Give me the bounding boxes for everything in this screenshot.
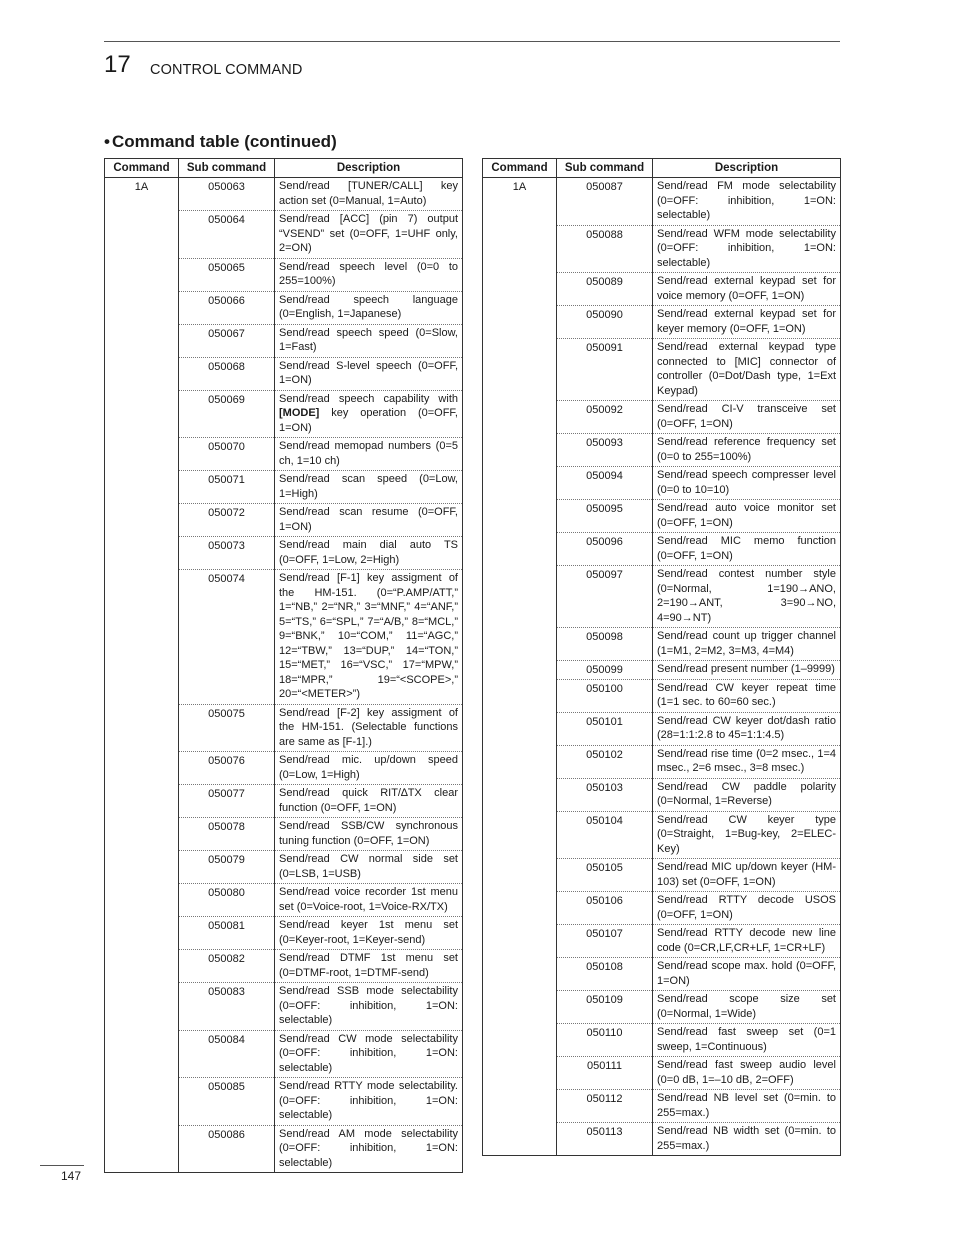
description-cell: Send/read NB level set (0=min. to 255=max.) bbox=[653, 1090, 841, 1123]
description-cell: Send/read fast sweep audio level (0=0 dB, 1=–10 dB, 2=OFF) bbox=[653, 1057, 841, 1090]
sub-command-cell: 050076 bbox=[179, 752, 275, 785]
sub-command-cell: 050112 bbox=[557, 1090, 653, 1123]
filler-cell bbox=[557, 1155, 653, 1156]
filler-cell bbox=[179, 1172, 275, 1173]
sub-command-cell: 050100 bbox=[557, 679, 653, 712]
description-cell: Send/read external keypad set for keyer memory (0=OFF, 1=ON) bbox=[653, 306, 841, 339]
chapter-number: 17 bbox=[104, 51, 131, 78]
sub-command-cell: 050075 bbox=[179, 704, 275, 752]
column-header-sub-command: Sub command bbox=[557, 159, 653, 178]
description-cell: Send/read keyer 1st menu set (0=Keyer-root, 1=Keyer-send) bbox=[275, 917, 463, 950]
description-cell: Send/read speech language (0=English, 1=Japanese) bbox=[275, 291, 463, 324]
sub-command-cell: 050101 bbox=[557, 712, 653, 745]
description-cell: Send/read DTMF 1st menu set (0=DTMF-root, 1=DTMF-send) bbox=[275, 950, 463, 983]
description-cell: Send/read fast sweep set (0=1 sweep, 1=Continuous) bbox=[653, 1024, 841, 1057]
sub-command-cell: 050077 bbox=[179, 785, 275, 818]
section-title bbox=[104, 132, 337, 152]
description-cell: Send/read contest number style (0=Normal, 1=190→ANO, 2=190→ANT, 3=90→NO, 4=90→NT) bbox=[653, 566, 841, 628]
description-cell: Send/read CW paddle polarity (0=Normal, 1=Reverse) bbox=[653, 778, 841, 811]
description-cell: Send/read SSB/CW synchronous tuning function (0=OFF, 1=ON) bbox=[275, 818, 463, 851]
description-cell: Send/read MIC up/down keyer (HM-103) set (0=OFF, 1=ON) bbox=[653, 859, 841, 892]
sub-command-cell: 050113 bbox=[557, 1123, 653, 1156]
description-key-label: [MODE] bbox=[279, 407, 320, 419]
description-cell: Send/read WFM mode selectability (0=OFF: inhibition, 1=ON: selectable) bbox=[653, 225, 841, 273]
sub-command-cell: 050089 bbox=[557, 273, 653, 306]
column-header-command: Command bbox=[105, 159, 179, 178]
description-cell: Send/read CW keyer type (0=Straight, 1=Bug-key, 2=ELEC-Key) bbox=[653, 811, 841, 859]
sub-command-cell: 050086 bbox=[179, 1125, 275, 1172]
description-cell: Send/read CW keyer repeat time (1=1 sec. to 60=60 sec.) bbox=[653, 679, 841, 712]
description-cell: Send/read rise time (0=2 msec., 1=4 msec., 2=6 msec., 3=8 msec.) bbox=[653, 745, 841, 778]
command-table-left bbox=[104, 158, 463, 1173]
column-header-description: Description bbox=[275, 159, 463, 178]
description-cell: Send/read reference frequency set (0=0 to 255=100%) bbox=[653, 434, 841, 467]
description-cell: Send/read external keypad type connected to [MIC] connector of controller (0=Dot/Dash type, 1=Ext Keypad) bbox=[653, 339, 841, 401]
description-cell: Send/read scan speed (0=Low, 1=High) bbox=[275, 471, 463, 504]
sub-command-cell: 050088 bbox=[557, 225, 653, 273]
sub-command-cell: 050096 bbox=[557, 533, 653, 566]
sub-command-cell: 050095 bbox=[557, 500, 653, 533]
description-cell: Send/read voice recorder 1st menu set (0=Voice-root, 1=Voice-RX/TX) bbox=[275, 884, 463, 917]
sub-command-cell: 050082 bbox=[179, 950, 275, 983]
section-bullet: • bbox=[104, 132, 110, 151]
description-cell: Send/read [TUNER/CALL] key action set (0=Manual, 1=Auto) bbox=[275, 178, 463, 211]
column-header-command: Command bbox=[483, 159, 557, 178]
sub-command-cell: 050090 bbox=[557, 306, 653, 339]
sub-command-cell: 050097 bbox=[557, 566, 653, 628]
description-cell: Send/read FM mode selectability (0=OFF: inhibition, 1=ON: selectable) bbox=[653, 178, 841, 226]
sub-command-cell: 050081 bbox=[179, 917, 275, 950]
description-text: key operation (0=OFF, 1=ON) bbox=[279, 407, 458, 434]
description-cell: Send/read CW normal side set (0=LSB, 1=USB) bbox=[275, 851, 463, 884]
sub-command-cell: 050064 bbox=[179, 211, 275, 259]
description-cell: Send/read [F-2] key assigment of the HM-151. (Selectable functions are same as [F-1].) bbox=[275, 704, 463, 752]
description-cell: Send/read present number (1–9999) bbox=[653, 661, 841, 680]
sub-command-cell: 050069 bbox=[179, 390, 275, 438]
description-cell: Send/read MIC memo function (0=OFF, 1=ON) bbox=[653, 533, 841, 566]
description-cell: Send/read CI-V transceive set (0=OFF, 1=ON) bbox=[653, 401, 841, 434]
sub-command-cell: 050103 bbox=[557, 778, 653, 811]
description-cell: Send/read SSB mode selectability (0=OFF: inhibition, 1=ON: selectable) bbox=[275, 983, 463, 1031]
sub-command-cell: 050073 bbox=[179, 537, 275, 570]
table-header-row bbox=[483, 159, 841, 178]
sub-command-cell: 050111 bbox=[557, 1057, 653, 1090]
sub-command-cell: 050078 bbox=[179, 818, 275, 851]
description-cell bbox=[275, 390, 463, 438]
sub-command-cell: 050085 bbox=[179, 1078, 275, 1126]
description-cell: Send/read speech level (0=0 to 255=100%) bbox=[275, 258, 463, 291]
command-cell: 1A bbox=[105, 178, 179, 1173]
sub-command-cell: 050110 bbox=[557, 1024, 653, 1057]
sub-command-cell: 050102 bbox=[557, 745, 653, 778]
command-cell: 1A bbox=[483, 178, 557, 1156]
description-cell: Send/read mic. up/down speed (0=Low, 1=High) bbox=[275, 752, 463, 785]
bottom-rule bbox=[40, 1165, 84, 1166]
description-cell: Send/read count up trigger channel (1=M1, 2=M2, 3=M3, 4=M4) bbox=[653, 628, 841, 661]
top-rule bbox=[104, 41, 840, 42]
description-cell: Send/read NB width set (0=min. to 255=max.) bbox=[653, 1123, 841, 1156]
command-table-right bbox=[482, 158, 841, 1156]
filler-cell bbox=[275, 1172, 463, 1173]
sub-command-cell: 050084 bbox=[179, 1030, 275, 1078]
sub-command-cell: 050109 bbox=[557, 991, 653, 1024]
description-cell: Send/read speech speed (0=Slow, 1=Fast) bbox=[275, 324, 463, 357]
sub-command-cell: 050108 bbox=[557, 958, 653, 991]
column-header-sub-command: Sub command bbox=[179, 159, 275, 178]
sub-command-cell: 050063 bbox=[179, 178, 275, 211]
description-cell: Send/read RTTY decode USOS (0=OFF, 1=ON) bbox=[653, 892, 841, 925]
description-cell: Send/read external keypad set for voice memory (0=OFF, 1=ON) bbox=[653, 273, 841, 306]
sub-command-cell: 050071 bbox=[179, 471, 275, 504]
description-cell: Send/read CW keyer dot/dash ratio (28=1:1:2.8 to 45=1:1:4.5) bbox=[653, 712, 841, 745]
description-cell: Send/read RTTY mode selectability. (0=OFF: inhibition, 1=ON: selectable) bbox=[275, 1078, 463, 1126]
description-cell: Send/read scope max. hold (0=OFF, 1=ON) bbox=[653, 958, 841, 991]
sub-command-cell: 050092 bbox=[557, 401, 653, 434]
filler-cell bbox=[653, 1155, 841, 1156]
sub-command-cell: 050087 bbox=[557, 178, 653, 226]
table-row bbox=[483, 178, 841, 226]
description-cell: Send/read speech compresser level (0=0 to 10=10) bbox=[653, 467, 841, 500]
sub-command-cell: 050080 bbox=[179, 884, 275, 917]
description-cell: Send/read S-level speech (0=OFF, 1=ON) bbox=[275, 357, 463, 390]
sub-command-cell: 050105 bbox=[557, 859, 653, 892]
sub-command-cell: 050107 bbox=[557, 925, 653, 958]
sub-command-cell: 050099 bbox=[557, 661, 653, 680]
description-cell: Send/read main dial auto TS (0=OFF, 1=Low, 2=High) bbox=[275, 537, 463, 570]
table-body bbox=[105, 178, 463, 1173]
column-header-description: Description bbox=[653, 159, 841, 178]
sub-command-cell: 050079 bbox=[179, 851, 275, 884]
sub-command-cell: 050091 bbox=[557, 339, 653, 401]
sub-command-cell: 050106 bbox=[557, 892, 653, 925]
description-cell: Send/read CW mode selectability (0=OFF: inhibition, 1=ON: selectable) bbox=[275, 1030, 463, 1078]
description-cell: Send/read memopad numbers (0=5 ch, 1=10 ch) bbox=[275, 438, 463, 471]
description-cell: Send/read quick RIT/∆TX clear function (0=OFF, 1=ON) bbox=[275, 785, 463, 818]
sub-command-cell: 050074 bbox=[179, 570, 275, 705]
sub-command-cell: 050094 bbox=[557, 467, 653, 500]
section-title-text: Command table (continued) bbox=[111, 132, 337, 151]
sub-command-cell: 050067 bbox=[179, 324, 275, 357]
description-cell: Send/read scope size set (0=Normal, 1=Wide) bbox=[653, 991, 841, 1024]
sub-command-cell: 050083 bbox=[179, 983, 275, 1031]
sub-command-cell: 050066 bbox=[179, 291, 275, 324]
sub-command-cell: 050068 bbox=[179, 357, 275, 390]
chapter-title: CONTROL COMMAND bbox=[150, 62, 303, 78]
sub-command-cell: 050093 bbox=[557, 434, 653, 467]
sub-command-cell: 050065 bbox=[179, 258, 275, 291]
table-body bbox=[483, 178, 841, 1156]
description-cell: Send/read [F-1] key assigment of the HM-151. (0=“P.AMP/ATT,” 1=“NB,” 2=“NR,” 3=“MNF,” 4=“ANF,” 5=“TS,” 6=“SPL,” 7=“A/B,” 8=“MCL,” 9=“BNK,” 10=“COM,” 11=“AGC,” 12=“TBW,” 13=“DUP,” 14=“TON,” 15=“MET,” 16=“VSC,” 17=“MPW,” 18=“MPR,” 19=“<SCOPE>,” 20=“<METER>”) bbox=[275, 570, 463, 705]
description-cell: Send/read auto voice monitor set (0=OFF, 1=ON) bbox=[653, 500, 841, 533]
description-text: Send/read speech capability with bbox=[279, 392, 458, 405]
sub-command-cell: 050070 bbox=[179, 438, 275, 471]
description-cell: Send/read RTTY decode new line code (0=CR,LF,CR+LF, 1=CR+LF) bbox=[653, 925, 841, 958]
sub-command-cell: 050098 bbox=[557, 628, 653, 661]
description-cell: Send/read [ACC] (pin 7) output “VSEND” set (0=OFF, 1=UHF only, 2=ON) bbox=[275, 211, 463, 259]
description-cell: Send/read AM mode selectability (0=OFF: inhibition, 1=ON: selectable) bbox=[275, 1125, 463, 1172]
table-row bbox=[105, 178, 463, 211]
description-cell: Send/read scan resume (0=OFF, 1=ON) bbox=[275, 504, 463, 537]
table-header-row bbox=[105, 159, 463, 178]
sub-command-cell: 050072 bbox=[179, 504, 275, 537]
sub-command-cell: 050104 bbox=[557, 811, 653, 859]
page-number: 147 bbox=[61, 1169, 82, 1183]
